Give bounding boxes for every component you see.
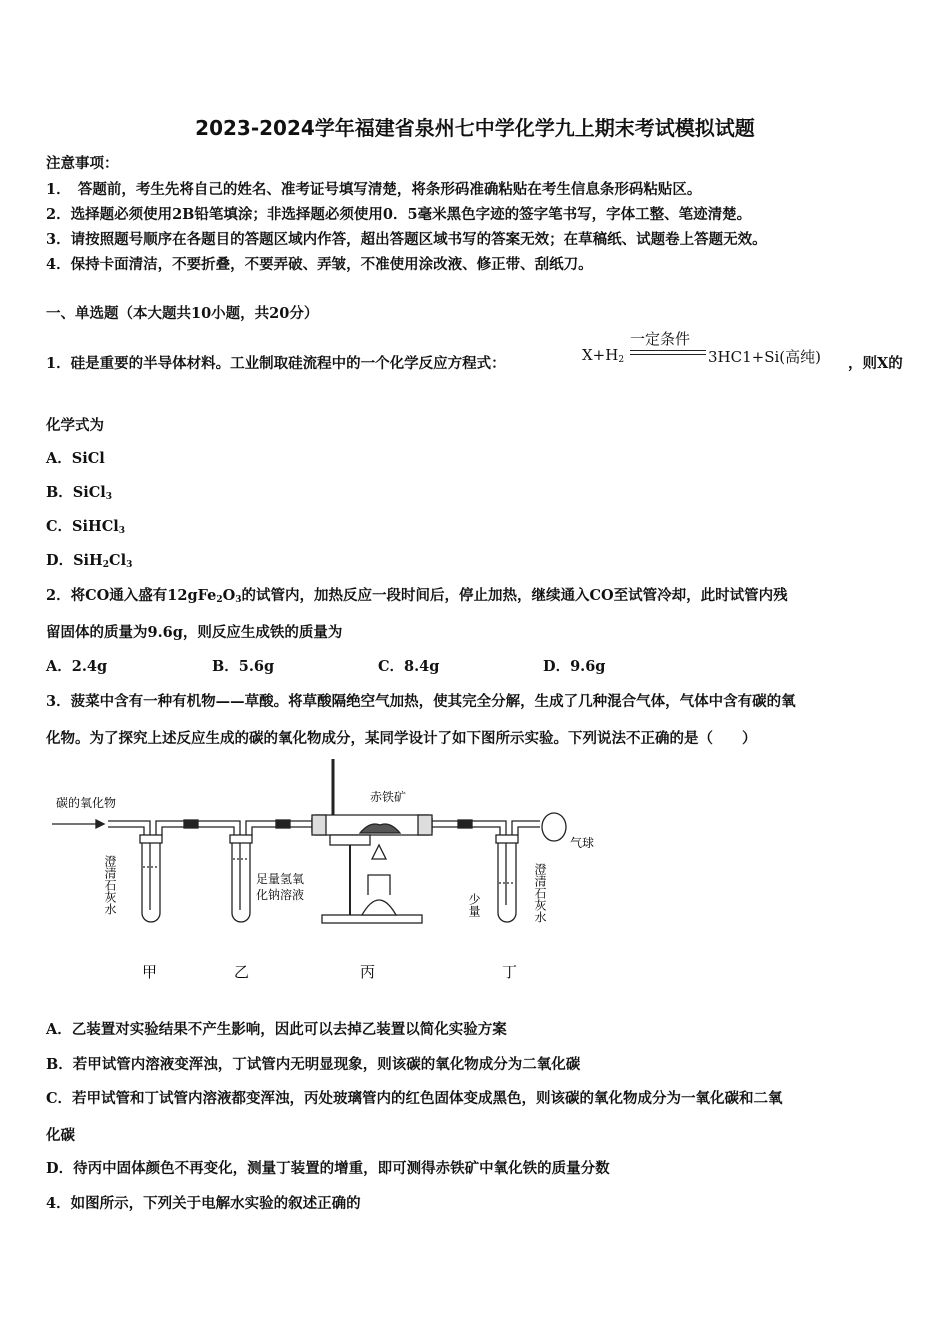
stand-base <box>322 915 422 923</box>
ore-label: 赤铁矿 <box>370 790 407 804</box>
bing-stopper-left <box>312 815 326 835</box>
tag-bing: 丙 <box>360 963 376 981</box>
ding-stopper <box>496 835 518 843</box>
ding-liquid-label-b: 澄清石灰水 <box>533 863 547 923</box>
notice-item-1: 1． 答题前，考生先将自己的姓名、准考证号填写清楚，将条形码准确粘贴在考生信息条形码粘贴区。 <box>46 181 702 198</box>
notice-item-3: 3．请按照题号顺序在各题目的答题区域内作答，超出答题区域书写的答案无效；在草稿纸、试题卷上答题无效。 <box>46 231 767 248</box>
notice-item-4: 4．保持卡面清洁，不要折叠，不要弄破、弄皱，不准使用涂改液、修正带、刮纸刀。 <box>46 256 593 273</box>
yi-liquid-label-2: 化钠溶液 <box>256 888 305 902</box>
equation-lhs: $X+H_2$ <box>582 346 625 365</box>
q2-option-a: A．2.4g <box>46 658 108 675</box>
yi-test-tube <box>232 843 250 922</box>
q1-stem-continued: 化学式为 <box>46 417 104 434</box>
q3-option-c: C．若甲试管和丁试管内溶液都变浑浊，丙处玻璃管内的红色固体变成黑色，则该碳的氧化物成分为一氧化碳和二氧 <box>46 1090 783 1107</box>
tag-jia: 甲 <box>142 963 158 981</box>
burner-body <box>368 875 390 895</box>
rubber-joint <box>458 820 472 828</box>
q2-stem-continued: 留固体的质量为9.6g，则反应生成铁的质量为 <box>46 624 343 641</box>
q3-stem-line1: 3．菠菜中含有一种有机物——草酸。将草酸隔绝空气加热，使其完全分解，生成了几种混合气体，气体中含有碳的氧 <box>46 693 796 710</box>
equation-bar <box>630 350 706 351</box>
q1-stem: 1．硅是重要的半导体材料。工业制取硅流程中的一个化学反应方程式： <box>46 355 506 372</box>
ding-liquid-label-a: 少量 <box>467 893 481 917</box>
inlet-tube <box>108 821 150 835</box>
notice-heading: 注意事项： <box>46 155 119 172</box>
yi-liquid-label-1: 足量氢氧 <box>256 872 305 886</box>
balloon-label: 气球 <box>570 836 595 850</box>
q3-stem-line2: 化物。为了探究上述反应生成的碳的氧化物成分，某同学设计了如下图所示实验。下列说法不正确的是（ ） <box>46 730 757 747</box>
q3-option-b: B．若甲试管内溶液变浑浊，丁试管内无明显现象，则该碳的氧化物成分为二氧化碳 <box>46 1056 581 1073</box>
yi-stopper <box>230 835 252 843</box>
q4-stem: 4．如图所示，下列关于电解水实验的叙述正确的 <box>46 1195 361 1212</box>
arrow-head-icon <box>96 820 104 828</box>
rubber-joint <box>276 820 290 828</box>
q2-option-b: B．5.6g <box>212 658 275 675</box>
jia-stopper <box>140 835 162 843</box>
tag-yi: 乙 <box>234 963 250 981</box>
bing-stopper-right <box>418 815 432 835</box>
rubber-joint <box>184 820 198 828</box>
outlet-tube <box>512 821 540 835</box>
flame-icon <box>372 845 386 859</box>
equation-bar <box>630 354 706 355</box>
section-heading: 一、单选题（本大题共10小题，共20分） <box>46 305 319 322</box>
chemical-equation <box>580 328 830 378</box>
q1-option-a: A．SiCl <box>46 450 105 467</box>
balloon-icon <box>542 813 566 841</box>
q1-option-b: B．SiCl$_3$ <box>46 484 113 502</box>
jia-liquid-label: 澄清石灰水 <box>103 855 117 915</box>
tag-ding: 丁 <box>502 963 518 981</box>
q3-option-d: D．待丙中固体颜色不再变化，测量丁装置的增重，即可测得赤铁矿中氧化铁的质量分数 <box>46 1160 610 1177</box>
notice-item-2: 2．选择题必须使用2B铅笔填涂；非选择题必须使用0．5毫米黑色字迹的签字笔书写，字体工整、笔迹清楚。 <box>46 206 752 223</box>
q1-option-d: D．$SiH_2Cl_3$ <box>46 552 133 570</box>
q3-option-c-continued: 化碳 <box>46 1127 75 1144</box>
q1-stem-tail: ，则X的 <box>848 355 903 372</box>
q2-stem: 2．将CO通入盛有$12gFe_2O_3$的试管内，加热反应一段时间后，停止加热，继续通入CO至试管冷却，此时试管内残 <box>46 587 788 605</box>
q2-option-d: D．9.6g <box>543 658 606 675</box>
exam-title: 2023-2024学年福建省泉州七中学化学九上期末考试模拟试题 <box>195 116 755 140</box>
inlet-label: 碳的氧化物 <box>56 796 117 810</box>
q1-option-c: C．SiHCl$_3$ <box>46 518 126 536</box>
jia-test-tube <box>142 843 160 922</box>
q3-option-a: A．乙装置对实验结果不产生影响，因此可以去掉乙装置以简化实验方案 <box>46 1021 507 1038</box>
clamp <box>330 835 370 845</box>
alcohol-lamp <box>362 900 396 915</box>
equation-condition: 一定条件 <box>630 330 691 348</box>
q2-option-c: C．8.4g <box>378 658 440 675</box>
apparatus-diagram <box>50 755 610 985</box>
equation-rhs: 3HC1+Si(高纯) <box>708 348 821 366</box>
